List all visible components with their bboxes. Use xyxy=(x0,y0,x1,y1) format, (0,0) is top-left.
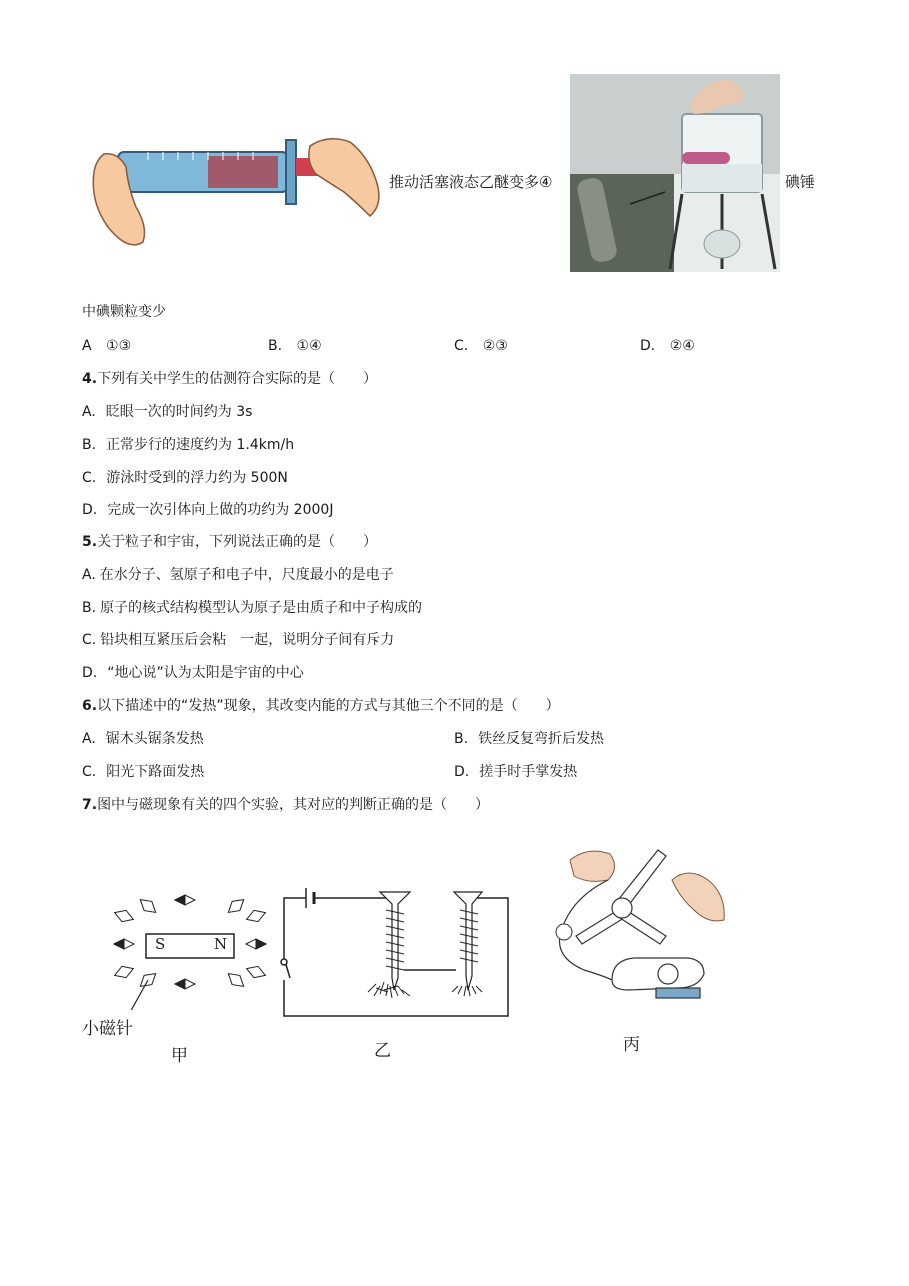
q6-stem: 6.以下描述中的“发热”现象，其改变内能的方式与其他三个不同的是（ ） xyxy=(82,698,560,714)
magnet-s-label: S xyxy=(155,935,166,953)
syringe-illustration xyxy=(88,132,386,260)
magnet-n-label: N xyxy=(214,935,228,953)
q5-option-b[interactable]: B. 原子的核式结构模型认为原子是由质子和中子构成的 xyxy=(82,600,423,616)
q4-option-b[interactable]: B. 正常步行的速度约为 1.4km/h xyxy=(82,437,295,453)
q5-option-c[interactable]: C. 铅块相互紧压后会粘 一起，说明分子间有斥力 xyxy=(82,632,395,648)
caption-yi: 乙 xyxy=(374,1041,391,1061)
q6-option-b[interactable]: B. 铁丝反复弯折后发热 xyxy=(454,731,605,747)
q5-option-d[interactable]: D. “地心说”认为太阳是宇宙的中心 xyxy=(82,665,304,681)
q7-stem: 7.图中与磁现象有关的四个实验，其对应的判断正确的是（ ） xyxy=(82,797,490,813)
q6-option-a[interactable]: A. 锯木头锯条发热 xyxy=(82,731,204,747)
figure-bing-generator xyxy=(548,840,733,1005)
q6-option-d[interactable]: D. 搓手时手掌发热 xyxy=(454,764,578,780)
q3-option-d[interactable]: D. ②④ xyxy=(640,338,695,354)
caption-jia: 甲 xyxy=(171,1046,188,1066)
iodine-hammer-photo xyxy=(570,74,780,272)
q4-option-a[interactable]: A. 眨眼一次的时间约为 3s xyxy=(82,404,253,420)
q6-option-c[interactable]: C. 阳光下路面发热 xyxy=(82,764,205,780)
continuation-text: 中碘颗粒变少 xyxy=(82,304,166,320)
q5-stem: 5.关于粒子和宇宙，下列说法正确的是（ ） xyxy=(82,534,378,550)
q3-option-b[interactable]: B. ①④ xyxy=(268,338,322,354)
top-row-right-text: 碘锤 xyxy=(785,173,816,191)
q4-option-d[interactable]: D. 完成一次引体向上做的功约为 2000J xyxy=(82,502,334,518)
needle-label: 小磁针 xyxy=(82,1019,133,1039)
caption-bing: 丙 xyxy=(623,1035,640,1055)
figure-yi-electromagnet-circuit xyxy=(276,880,516,1022)
q4-option-c[interactable]: C. 游泳时受到的浮力约为 500N xyxy=(82,470,288,486)
q3-option-c[interactable]: C. ②③ xyxy=(454,338,508,354)
figure-jia-bar-magnet xyxy=(100,880,280,1010)
q3-option-a[interactable]: A ①③ xyxy=(82,338,132,354)
q5-option-a[interactable]: A. 在水分子、氢原子和电子中，尺度最小的是电子 xyxy=(82,567,394,583)
q4-stem: 4.下列有关中学生的估测符合实际的是（ ） xyxy=(82,371,378,387)
top-row-middle-text: 推动活塞液态乙醚变多④ xyxy=(389,173,553,191)
